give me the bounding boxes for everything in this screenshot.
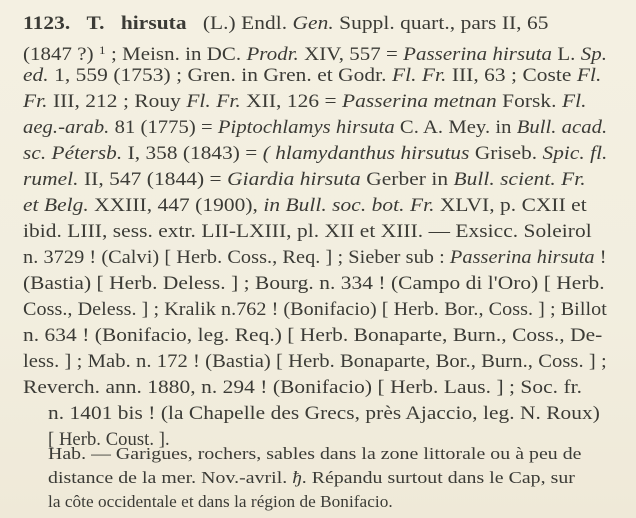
text-run: Passerina hirsuta <box>403 44 553 65</box>
text-run: Fl. <box>561 91 587 112</box>
text-run: XXIII, 447 (1900), <box>88 195 264 216</box>
text-run: ( hlamydanthus hirsutus <box>262 143 470 164</box>
footnote-marker: 1 <box>98 43 106 57</box>
entry-number: 1123. <box>23 13 71 34</box>
habitat-line <box>48 488 393 516</box>
text-run: less. ] ; Mab. n. 172 ! (Bastia) [ Herb. Bonaparte, Bor., Burn., Coss. ] ; <box>23 351 607 372</box>
text-run: Hab. — Garigues, rochers, sables dans la zone littorale ou à peu de <box>48 444 582 463</box>
entry-line <box>23 114 607 142</box>
text-run: Fl. <box>576 65 602 86</box>
text-run: Griseb. <box>469 143 543 164</box>
text-run: Bull. scient. Fr. <box>453 169 586 190</box>
entry-line <box>23 348 607 376</box>
text-run: Sp. <box>580 44 607 65</box>
entry-line-content <box>203 13 549 34</box>
text-run: XLVI, p. CXII et <box>434 195 587 216</box>
entry-line <box>23 36 607 64</box>
text-run: (Bastia) [ Herb. Deless. ] ; Bourg. n. 334 ! (Campo di l'Oro) [ Herb. <box>23 273 605 294</box>
text-run: n. 3729 ! (Calvi) [ Herb. Coss., Req. ] ; Sieber sub : <box>23 247 450 268</box>
text-run: [ Herb. Coust. ]. <box>48 429 170 450</box>
text-run: Piptochlamys hirsuta <box>217 117 395 138</box>
entry-line <box>23 244 607 272</box>
text-run: Passerina hirsuta <box>449 247 595 268</box>
text-run: Bull. acad. <box>516 117 608 138</box>
text-run: Gen. <box>292 13 334 34</box>
text-run: Suppl. quart., pars II, 65 <box>333 13 549 34</box>
text-run: ђ <box>292 468 302 487</box>
text-run: et Belg. <box>23 195 89 216</box>
text-run: Fl. Fr. <box>186 91 241 112</box>
text-run: rumel. <box>23 169 79 190</box>
text-run: XII, 126 = <box>240 91 343 112</box>
text-run: . Répandu surtout dans le Cap, sur <box>301 468 575 487</box>
text-run: ! <box>594 247 607 268</box>
text-run: (L.) Endl. <box>202 13 293 34</box>
text-run: C. A. Mey. in <box>394 117 517 138</box>
text-run: Spic. fl. <box>542 143 608 164</box>
entry-line <box>23 374 582 402</box>
entry-line <box>23 270 605 298</box>
species-name: hirsuta <box>120 13 187 34</box>
text-run: aeg.-arab. <box>23 117 110 138</box>
entry-line <box>48 400 600 428</box>
text-run: 81 (1775) = <box>109 117 218 138</box>
entry-heading-line <box>23 10 548 38</box>
genus-abbreviation: T. <box>86 13 105 34</box>
entry-line <box>23 192 587 220</box>
entry-line <box>23 296 607 324</box>
entry-line <box>23 166 586 194</box>
text-run: Forsk. <box>496 91 562 112</box>
entry-line <box>23 140 607 168</box>
text-run: n. 1401 bis ! (la Chapelle des Grecs, près Ajaccio, leg. N. Roux) <box>48 403 600 424</box>
text-run: III, 212 ; Rouy <box>47 91 187 112</box>
entry-line <box>23 322 602 350</box>
text-run: (1847 ?) <box>23 44 99 65</box>
text-run: ed. <box>23 65 49 86</box>
text-run: Prodr. <box>246 44 299 65</box>
text-run: la côte occidentale et dans la région de Bonifacio. <box>48 492 393 511</box>
text-run: n. 634 ! (Bonifacio, leg. Req.) [ Herb. Bonaparte, Burn., Coss., De- <box>23 325 603 346</box>
text-run: ibid. LIII, sess. extr. LII-LXIII, pl. XII et XIII. — Exsicc. Soleirol <box>23 221 592 242</box>
text-run: ; Meisn. in DC. <box>105 44 247 65</box>
text-run: in Bull. soc. bot. Fr. <box>263 195 435 216</box>
entry-line <box>23 62 601 90</box>
text-run: II, 547 (1844) = <box>78 169 228 190</box>
text-run: L. <box>552 44 581 65</box>
text-run: Passerina metnan <box>342 91 497 112</box>
text-run: Fl. Fr. <box>391 65 447 86</box>
entry-line <box>23 88 587 116</box>
text-run: sc. Pétersb. <box>23 143 123 164</box>
text-run: Fr. <box>23 91 48 112</box>
text-run: III, 63 ; Coste <box>446 65 577 86</box>
text-run: distance de la mer. Nov.-avril. <box>48 468 293 487</box>
entry-line <box>23 218 592 246</box>
text-run: Reverch. ann. 1880, n. 294 ! (Bonifacio) [ Herb. Laus. ] ; Soc. fr. <box>23 377 583 398</box>
text-run: Gerber in <box>360 169 454 190</box>
text-run: I, 358 (1843) = <box>122 143 263 164</box>
text-run: Coss., Deless. ] ; Kralik n.762 ! (Bonifacio) [ Herb. Bor., Coss. ] ; Billot <box>23 299 607 320</box>
text-run: Giardia hirsuta <box>227 169 361 190</box>
text-run: XIV, 557 = <box>298 44 404 65</box>
text-run: 1, 559 (1753) ; Gren. in Gren. et Godr. <box>48 65 392 86</box>
